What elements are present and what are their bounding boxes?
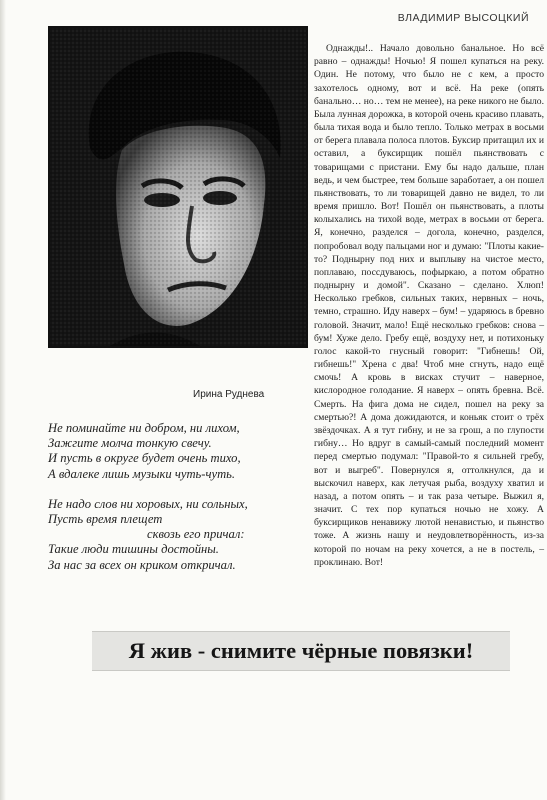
banner <box>92 631 510 671</box>
poem-line: сквозь его причал: <box>147 527 245 542</box>
poem-line: Такие люди тишины достойны. <box>48 542 219 557</box>
running-head-author: ВЛАДИМИР ВЫСОЦКИЙ <box>397 12 529 24</box>
portrait-image <box>50 28 306 346</box>
stanza-gap <box>48 482 288 497</box>
photo-credit: Ирина Руднева <box>193 389 265 400</box>
portrait-photo <box>48 26 308 348</box>
poem-line: За нас за всех он криком откричал. <box>48 557 236 572</box>
poem-line: И пусть в округе будет очень тихо, <box>48 451 241 466</box>
poem-line: Не поминайте ни добром, ни лихом, <box>48 421 240 435</box>
poem-line: Не надо слов ни хоровых, ни сольных, <box>48 496 248 511</box>
article-body: Однажды!.. Начало довольно банальное. Но всё равно – однажды! Ночью! Я пошел купаться на реку. Один. Не потому, что было не с кем, а просто захотелось одному, вот и всё. На реке (опять банально… но… тем не менее), на реке никого не было. Была лунная дорожка, в которой очень красиво плавать, была тихая вода и было тепло. Только метрах в восьми от берега плавала полоса плотов. Буксир притащил их и оставил, а буксирщик пошёл пьянствовать с товарищами с пристани. Ему бы надо дальше, план ведь, и чем быстрее, тем больше заработает, а он пошел пьянствовать, то ли товарищей давно не видел, то ли время пришло. Вот! Пошёл он пьянствовать, а плоты колыхались на тихой воде, метрах в восьми от берега. Я, конечно, разделся – догола, конечно, разделся, попробовал воду пальцами ног и думаю: "Плоты какие-то? Поднырну под них и выплыву на чистое место, поплаваю, поссдуваюсь, пофыркаю, а потом обратно поднырну и домой". Сказано – сделано. Хлюп! Несколько гребков, сильных таких, нервных – ночь, темно, страшно. Иду наверх – бум! – ударяюсь в бревно головой. Значит, мало! Ещё несколько гребков: снова – бум! Хуже дело. Гребу ещё, воздуху нет, и потихоньку голос какой-то гнусный говорит: "Гибнешь! Ой, гибнешь!" Хрена с два! Чтоб мне сгнуть, надо ещё смочь! А кровь в висках стучит – наверное, кислородное голодание. Я наверх – опять бревна. Всё. Смерть. На фига дома не сидел, пошел на реку за смертью?! А дома дожидаются, и коньяк стоит о трёх звёздочках. А я тут гибну, и не за грош, а по глупости гибну… Но вдруг в самый-самый последний момент перед смертью подумал: "Правой-то я сильней гребу, вот и выгреб". Повернулся я, оттолкнулся, да и выскочил наверх, как летучая рыба, воздуху хватил и назад, а потом опять – и так раза четыре. Выжил я, значит. С тех пор купаться ночью не хожу. А буксирщиков ненавижу лютой ненавистью, и пьянство тоже. А жизнь нашу и неудовлетворённость, из-за которой по ночам на реку хочется, а не в постель, – проклинаю. Вот! <box>314 43 544 568</box>
poem <box>48 421 288 573</box>
poem-line: Пусть время плещет <box>48 512 163 527</box>
page-edge <box>0 0 6 800</box>
poem-line: Зажгите молча тонкую свечу. <box>48 436 212 451</box>
poem-line: А вдалеке лишь музыки чуть-чуть. <box>48 466 236 481</box>
banner-headline: Я жив - снимите чёрные повязки! <box>128 638 474 663</box>
